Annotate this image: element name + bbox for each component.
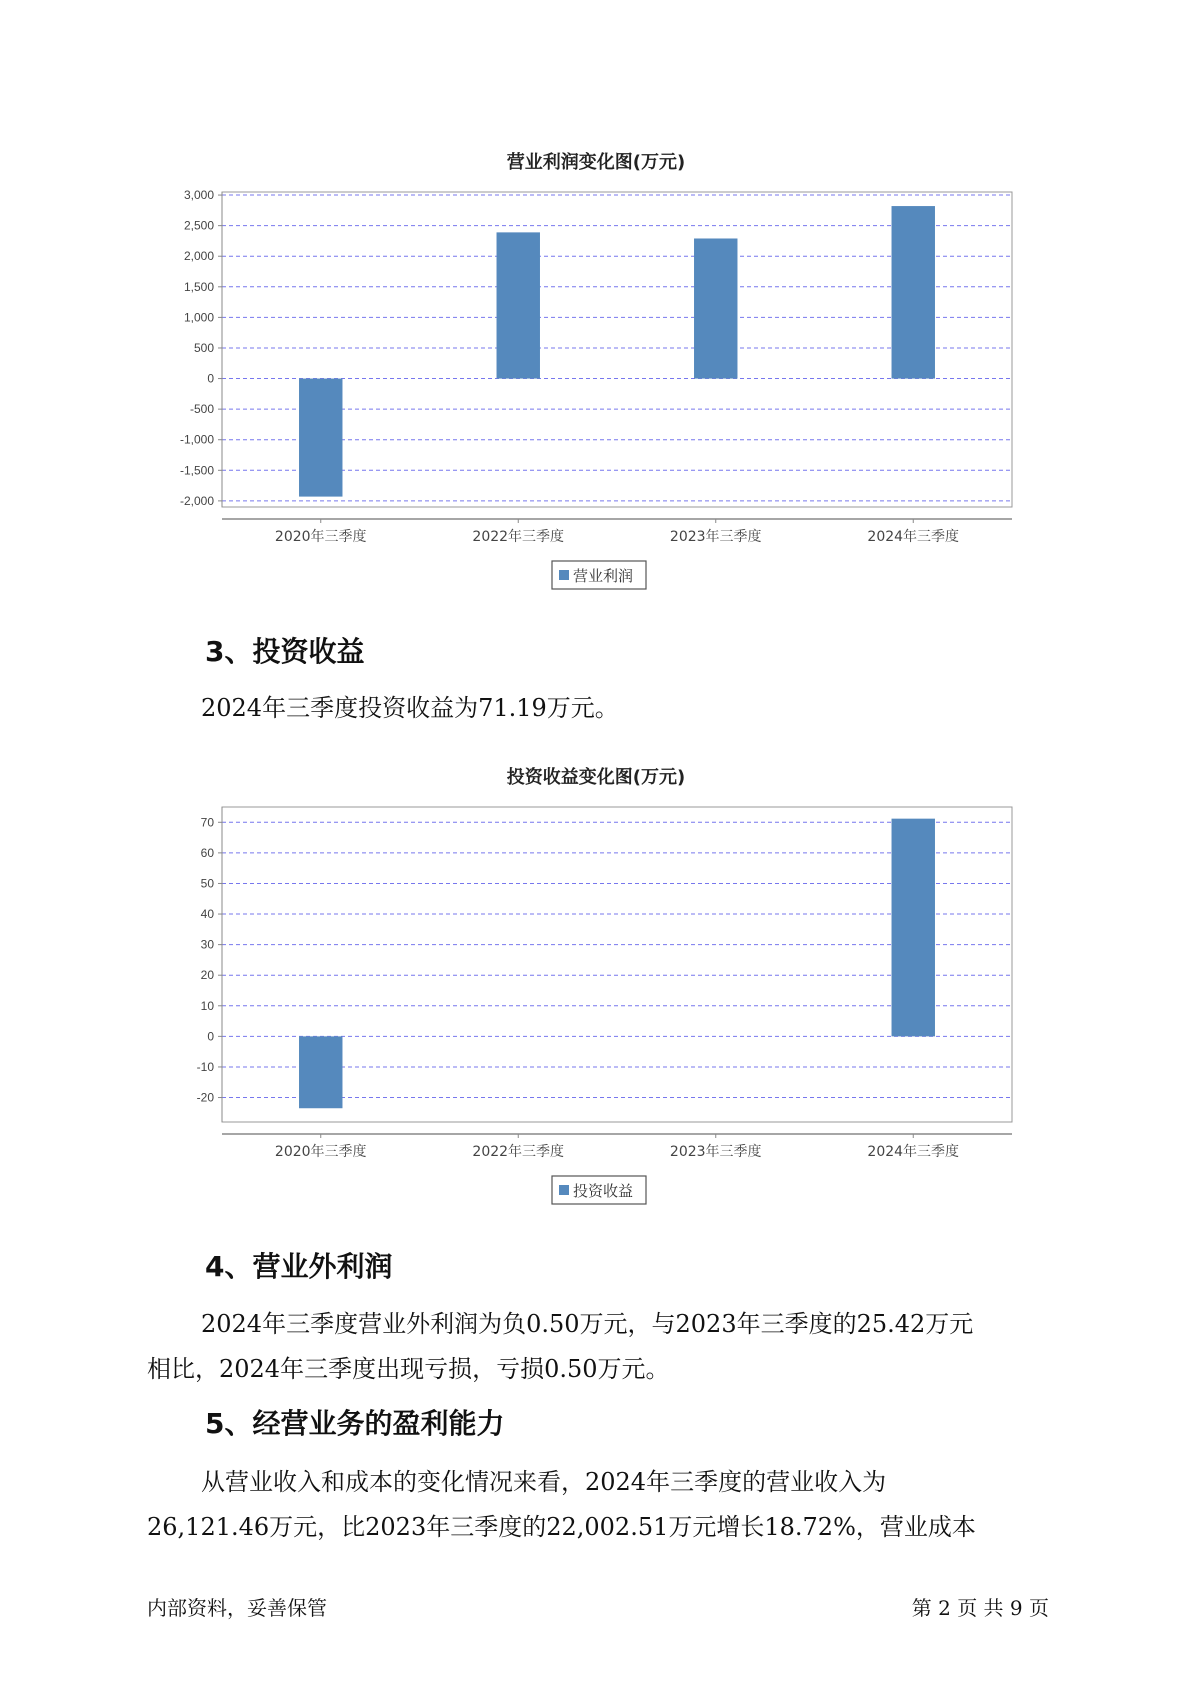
y-tick-label: 2,000 (183, 249, 214, 264)
section-3-heading: 3、投资收益 (205, 635, 365, 668)
bar-2023年三季度 (694, 238, 737, 378)
x-tick-label: 2023年三季度 (669, 1144, 762, 1160)
bar-2024年三季度 (892, 819, 935, 1037)
bar-2022年三季度 (497, 232, 540, 378)
y-tick-label: 0 (207, 371, 214, 386)
y-tick-label: 500 (193, 340, 214, 355)
chart-title: 营业利润变化图(万元) (506, 152, 686, 173)
investment-income-chart (0, 755, 1191, 1215)
x-tick-label: 2020年三季度 (274, 529, 367, 545)
legend-label: 营业利润 (573, 567, 634, 585)
x-tick-label: 2024年三季度 (867, 529, 960, 545)
y-tick-label: 60 (200, 845, 214, 860)
y-tick-label: -1,000 (179, 432, 214, 447)
y-tick-label: 30 (200, 937, 214, 952)
section-5-paragraph-line-1: 从营业收入和成本的变化情况来看，2024年三季度的营业收入为 (201, 1468, 887, 1496)
y-tick-label: -20 (196, 1090, 214, 1105)
x-tick-label: 2022年三季度 (472, 529, 565, 545)
y-tick-label: 1,000 (183, 310, 214, 325)
footer-page-number: 第 2 页 共 9 页 (911, 1596, 1049, 1620)
x-tick-label: 2020年三季度 (274, 1144, 367, 1160)
legend-label: 投资收益 (573, 1182, 634, 1200)
y-tick-label: -2,000 (179, 493, 214, 508)
y-tick-label: -1,500 (179, 463, 214, 478)
section-5-heading: 5、经营业务的盈利能力 (205, 1407, 505, 1440)
legend-swatch (559, 570, 569, 580)
y-tick-label: -500 (189, 402, 214, 417)
y-tick-label: 50 (200, 876, 214, 891)
chart-title: 投资收益变化图(万元) (506, 767, 686, 788)
x-tick-label: 2023年三季度 (669, 529, 762, 545)
y-tick-label: 70 (200, 815, 214, 830)
y-tick-label: 20 (200, 968, 214, 983)
x-tick-label: 2022年三季度 (472, 1144, 565, 1160)
bar-2024年三季度 (892, 206, 935, 378)
bar-2020年三季度 (299, 379, 342, 497)
y-tick-label: 40 (200, 907, 214, 922)
y-tick-label: -10 (196, 1059, 214, 1074)
section-4-paragraph-line-1: 2024年三季度营业外利润为负0.50万元，与2023年三季度的25.42万元 (201, 1310, 974, 1338)
y-tick-label: 0 (207, 1029, 214, 1044)
legend-swatch (559, 1185, 569, 1195)
section-5-paragraph-line-2: 26,121.46万元，比2023年三季度的22,002.51万元增长18.72%，营业成本 (147, 1513, 976, 1541)
investment-income-chart-svg (0, 755, 1191, 1215)
operating-profit-chart-svg (0, 140, 1191, 600)
y-tick-label: 3,000 (183, 188, 214, 203)
bar-2020年三季度 (299, 1036, 342, 1108)
section-3-paragraph: 2024年三季度投资收益为71.19万元。 (201, 694, 619, 722)
y-tick-label: 1,500 (183, 279, 214, 294)
y-tick-label: 10 (200, 998, 214, 1013)
x-tick-label: 2024年三季度 (867, 1144, 960, 1160)
footer-confidential-note: 内部资料，妥善保管 (147, 1596, 327, 1620)
section-4-paragraph-line-2: 相比，2024年三季度出现亏损，亏损0.50万元。 (147, 1355, 670, 1383)
section-4-heading: 4、营业外利润 (205, 1250, 393, 1283)
y-tick-label: 2,500 (183, 218, 214, 233)
operating-profit-chart (0, 140, 1191, 600)
